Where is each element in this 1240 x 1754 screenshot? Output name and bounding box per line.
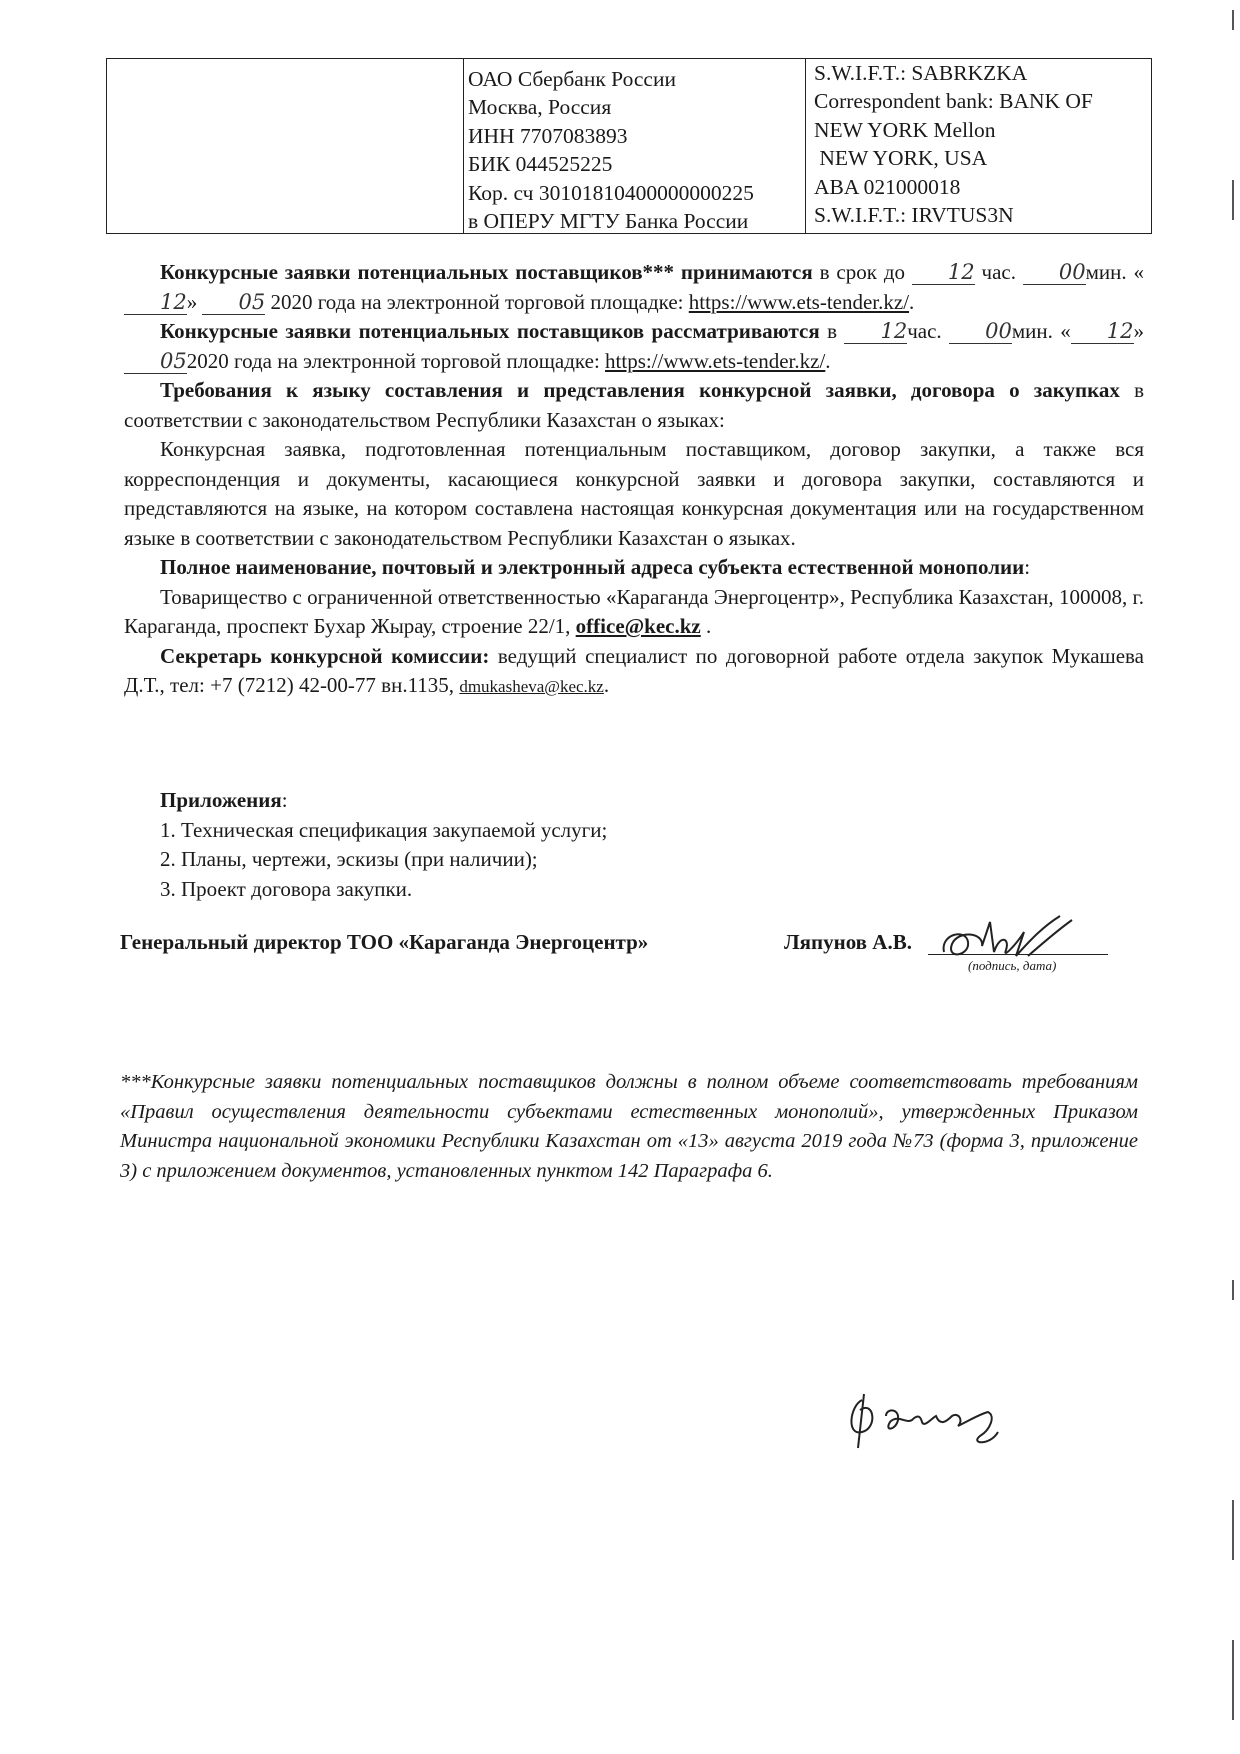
swift-line: Correspondent bank: BANK OF (814, 89, 1093, 114)
scan-artifact (1232, 1640, 1234, 1720)
appendix-item: 1. Техническая спецификация закупаемой услуги; (160, 817, 608, 842)
bank-table-swift-cell (806, 59, 1151, 233)
submission-text: мин. « (1085, 260, 1144, 284)
monopoly-body-paragraph (124, 583, 1144, 642)
handwritten-hour: 12 (912, 260, 975, 285)
bank-line: ОАО Сбербанк России (468, 67, 676, 91)
scan-artifact (1232, 180, 1234, 220)
appendices-title-line (160, 786, 607, 816)
handwritten-day: 12 (1071, 319, 1134, 344)
language-requirements-paragraph (124, 376, 1144, 435)
bank-line: ИНН 7707083893 (468, 123, 628, 148)
submission-heading: Конкурсные заявки потенциальных поставщиков*** принимаются (160, 260, 813, 284)
monopoly-address: Товарищество с ограниченной ответственностью «Караганда Энергоцентр», Республика Казахстан, 100008, г. Караганда, проспект Бухар Жырау, строение 22/1, (124, 584, 1144, 638)
secretary-heading: Секретарь конкурсной комиссии: (160, 643, 490, 668)
appendices-colon: : (281, 788, 288, 812)
review-text: мин. « (1011, 319, 1071, 343)
review-text: » (1133, 319, 1144, 343)
bank-table-empty-cell (107, 59, 464, 233)
secretary-paragraph (124, 642, 1144, 702)
language-body-paragraph: Конкурсная заявка, подготовленная потенциальным поставщиком, договор закупки, а также вся корреспонденция и документы, касающиеся конкурсной заявки и договора закупки, составляются и представляются на языке, на котором составлена настоящая конкурсная документация или на государственном языке в соответствии с законодательством Республики Казахстан о языках. (124, 437, 1144, 550)
swift-line: S.W.I.F.T.: SABRKZKA (814, 61, 1028, 85)
handwritten-day: 12 (124, 290, 187, 315)
bank-table-correspondent-cell (464, 59, 806, 233)
monopoly-heading-paragraph (124, 553, 1144, 583)
review-text: 2020 года на электронной торговой площадке: (186, 348, 606, 373)
secretary-text: ведущий специалист по договорной работе отдела закупок Мукашева Д.Т., тел: +7 (7212) 42-00-77 вн.1135, (124, 643, 1144, 697)
office-email-link[interactable]: office@kec.kz (575, 614, 701, 638)
submission-paragraph (124, 258, 1144, 317)
tender-url-link[interactable]: https://www.ets-tender.kz/ (605, 348, 826, 373)
monopoly-end: . (700, 614, 712, 638)
appendix-item: 3. Проект договора закупки. (160, 876, 413, 901)
appendices-title: Приложения (160, 788, 282, 812)
review-paragraph (124, 317, 1144, 376)
signer-name: Ляпунов А.В. (784, 930, 912, 954)
tender-url-link[interactable]: https://www.ets-tender.kz/ (688, 289, 910, 314)
handwritten-initials-icon (840, 1386, 1030, 1456)
scan-artifact (1232, 1500, 1234, 1560)
submission-text: » (186, 289, 203, 314)
swift-line: ABA 021000018 (814, 174, 961, 199)
swift-line: NEW YORK Mellon (814, 117, 996, 142)
secretary-email-link[interactable]: dmukasheva@kec.kz (459, 677, 604, 696)
submission-text: час. (974, 260, 1016, 284)
signature-block (120, 926, 1120, 973)
appendices-list (160, 786, 607, 904)
submission-text: в срок до (812, 260, 912, 284)
monopoly-heading: Полное наименование, почтовый и электронный адреса субъекта естественной монополии (160, 555, 1025, 579)
submission-text: . (909, 289, 915, 314)
bank-details-table (106, 58, 1152, 234)
language-intro: в соответствии с законодательством Республики Казахстан о языках: (124, 378, 1144, 432)
review-heading: Конкурсные заявки потенциальных поставщиков рассматриваются (160, 319, 820, 343)
appendix-item: 2. Планы, чертежи, эскизы (при наличии); (160, 847, 538, 871)
review-text: в (819, 319, 845, 343)
handwritten-month: 05 (124, 349, 187, 374)
bank-line: БИК 044525225 (468, 152, 613, 177)
review-text: час. (907, 319, 950, 343)
handwritten-minute: 00 (949, 319, 1012, 344)
swift-line: NEW YORK, USA (814, 146, 988, 171)
monopoly-colon: : (1024, 555, 1031, 579)
swift-line: S.W.I.F.T.: IRVTUS3N (814, 203, 1014, 228)
scan-artifact (1232, 1280, 1234, 1300)
handwritten-hour: 12 (844, 319, 907, 344)
signature-caption: (подпись, дата) (968, 958, 1057, 973)
document-body (124, 258, 1144, 702)
handwritten-month: 05 (202, 290, 265, 315)
language-heading: Требования к языку составления и представления конкурсной заявки, договора о закупках (160, 378, 1120, 402)
bank-line: в ОПЕРУ МГТУ Банка России (468, 209, 749, 234)
footnote: ***Конкурсные заявки потенциальных поставщиков должны в полном объеме соответствовать требованиям «Правил осуществления деятельности субъектами естественных монополий», утвержденных Приказом Министра национальной экономики Республики Казахстан от «13» августа 2019 года №73 (форма 3, приложение 3) с приложением документов, установленных пунктом 142 Параграфа 6. (120, 1071, 1138, 1182)
submission-text: 2020 года на электронной торговой площадке: (265, 289, 689, 314)
scan-artifact (1232, 10, 1234, 30)
review-text: . (825, 348, 831, 373)
secretary-end: . (603, 673, 610, 697)
bank-line: Кор. сч 30101810400000000225 (468, 180, 754, 205)
bank-line: Москва, Россия (468, 95, 612, 120)
handwritten-minute: 00 (1023, 260, 1086, 285)
signer-role: Генеральный директор ТОО «Караганда Энергоцентр» (120, 930, 649, 954)
